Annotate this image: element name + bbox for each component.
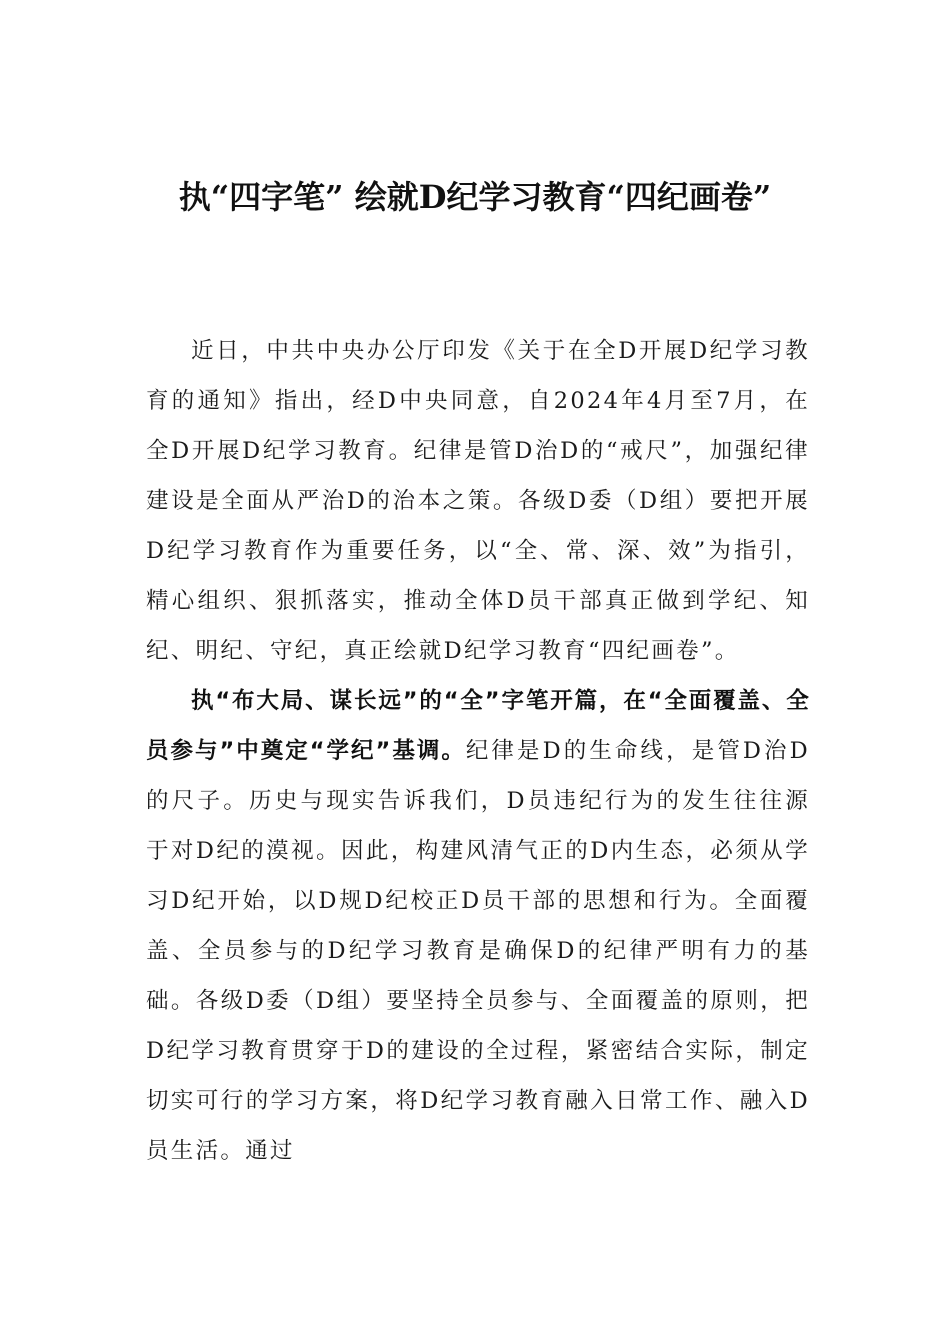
paragraph-text: 纪律是D的生命线，是管D治D的尺子。历史与现实告诉我们，D员违纪行为的发生往往源于对D纪的漠视。因此，构建风清气正的D内生态，必须从学习D纪开始，以D规D纪校正D员干部的思想和行为。全面覆盖、全员参与的D纪学习教育是确保D的纪律严明有力的基础。各级D委（D组）要坚持全员参与、全面覆盖的原则，把D纪学习教育贯穿于D的建设的全过程，紧密结合实际，制定切实可行的学习方案，将D纪学习教育融入日常工作、融入D员生活。通过 bbox=[146, 738, 810, 1164]
document-body bbox=[146, 326, 810, 1176]
paragraph-lead: 执“布大局、谋长远”的“全”字笔开篇，在“全面覆盖、全员参与”中奠定“学纪”基调。 bbox=[146, 688, 810, 764]
paragraph-text: 近日，中共中央办公厅印发《关于在全D开展D纪学习教育的通知》指出，经D中央同意，自2024年4月至7月，在全D开展D纪学习教育。纪律是管D治D的“戒尺”，加强纪律建设是全面从严治D的治本之策。各级D委（D组）要把开展D纪学习教育作为重要任务，以“全、常、深、效”为指引，精心组织、狠抓落实，推动全体D员干部真正做到学纪、知纪、明纪、守纪，真正绘就D纪学习教育“四纪画卷”。 bbox=[146, 338, 810, 664]
document-title: 执“四字笔” 绘就D纪学习教育“四纪画卷” bbox=[178, 178, 772, 216]
paragraph-intro bbox=[146, 326, 810, 676]
paragraph-section-1 bbox=[146, 676, 810, 1176]
